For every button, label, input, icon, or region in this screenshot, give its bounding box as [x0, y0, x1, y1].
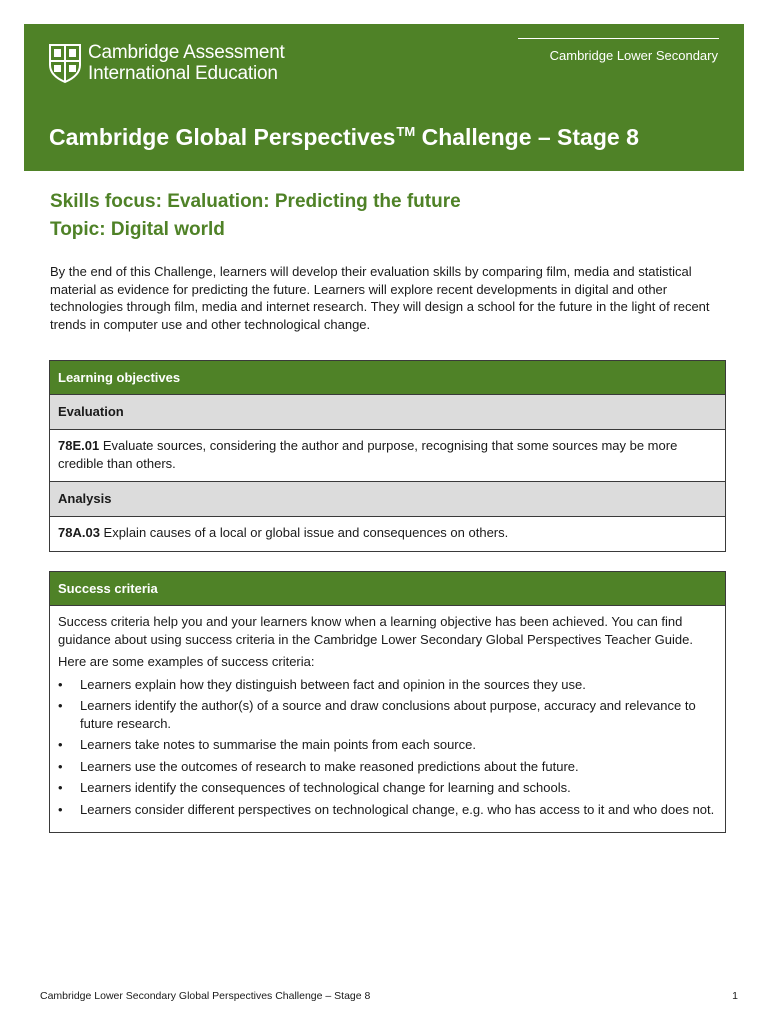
list-item: • Learners identify the author(s) of a source and draw conclusions about purpose, accuracy and relevance to future research. [58, 697, 717, 732]
examples-intro: Here are some examples of success criteria: [58, 654, 315, 669]
success-criteria-intro: Success criteria help you and your learners know when a learning objective has been achieved. You can find guidance about using success criteria in the Cambridge Lower Secondary Global Perspectives Teacher Guide. [58, 614, 693, 647]
criteria-list [58, 676, 717, 819]
page-title [49, 124, 639, 151]
trademark-sup: TM [396, 124, 416, 139]
success-criteria-heading: Success criteria [50, 572, 725, 606]
header-rule [518, 38, 719, 39]
section-heading-analysis: Analysis [50, 482, 725, 517]
section-heading-evaluation: Evaluation [50, 395, 725, 430]
header-banner [24, 24, 744, 171]
list-item: • Learners explain how they distinguish between fact and opinion in the sources they use. [58, 676, 717, 694]
learning-objectives-table [49, 360, 726, 552]
objective-evaluation [50, 430, 725, 482]
topic-heading: Topic: Digital world [50, 219, 225, 240]
objective-text: Evaluate sources, considering the author and purpose, recognising that some sources may be more credible than others. [58, 438, 678, 471]
org-name-line1: Cambridge Assessment [88, 42, 285, 63]
list-item: • Learners use the outcomes of research to make reasoned predictions about the future. [58, 758, 717, 776]
cambridge-logo [48, 41, 285, 85]
page-number: 1 [732, 990, 738, 1002]
objective-code: 78A.03 [58, 525, 100, 540]
list-item: • Learners identify the consequences of technological change for learning and schools. [58, 779, 717, 797]
programme-label: Cambridge Lower Secondary [549, 48, 718, 63]
objective-text: Explain causes of a local or global issue and consequences on others. [99, 525, 509, 540]
list-item: • Learners take notes to summarise the main points from each source. [58, 736, 717, 754]
crest-icon [48, 43, 82, 83]
org-name-line2: International Education [88, 63, 278, 84]
intro-paragraph: By the end of this Challenge, learners will develop their evaluation skills by comparing film, media and statistical material as evidence for predicting the future. Learners will explore recent developments in digital and other technologies through film, media and internet research. They will design a school for the future in the light of recent trends in computer use and other technological change. [50, 264, 710, 332]
success-criteria-table [49, 571, 726, 833]
objective-analysis [50, 517, 725, 551]
footer-text: Cambridge Lower Secondary Global Perspectives Challenge – Stage 8 [40, 990, 371, 1002]
learning-objectives-heading: Learning objectives [50, 361, 725, 395]
success-criteria-body [50, 606, 725, 832]
list-item: • Learners consider different perspectives on technological change, e.g. who has access to it and who does not. [58, 801, 717, 819]
objective-code: 78E.01 [58, 438, 100, 453]
skills-focus-heading: Skills focus: Evaluation: Predicting the future [50, 191, 461, 212]
title-rest: Challenge – Stage 8 [415, 124, 639, 150]
title-main: Cambridge Global Perspectives [49, 124, 396, 150]
